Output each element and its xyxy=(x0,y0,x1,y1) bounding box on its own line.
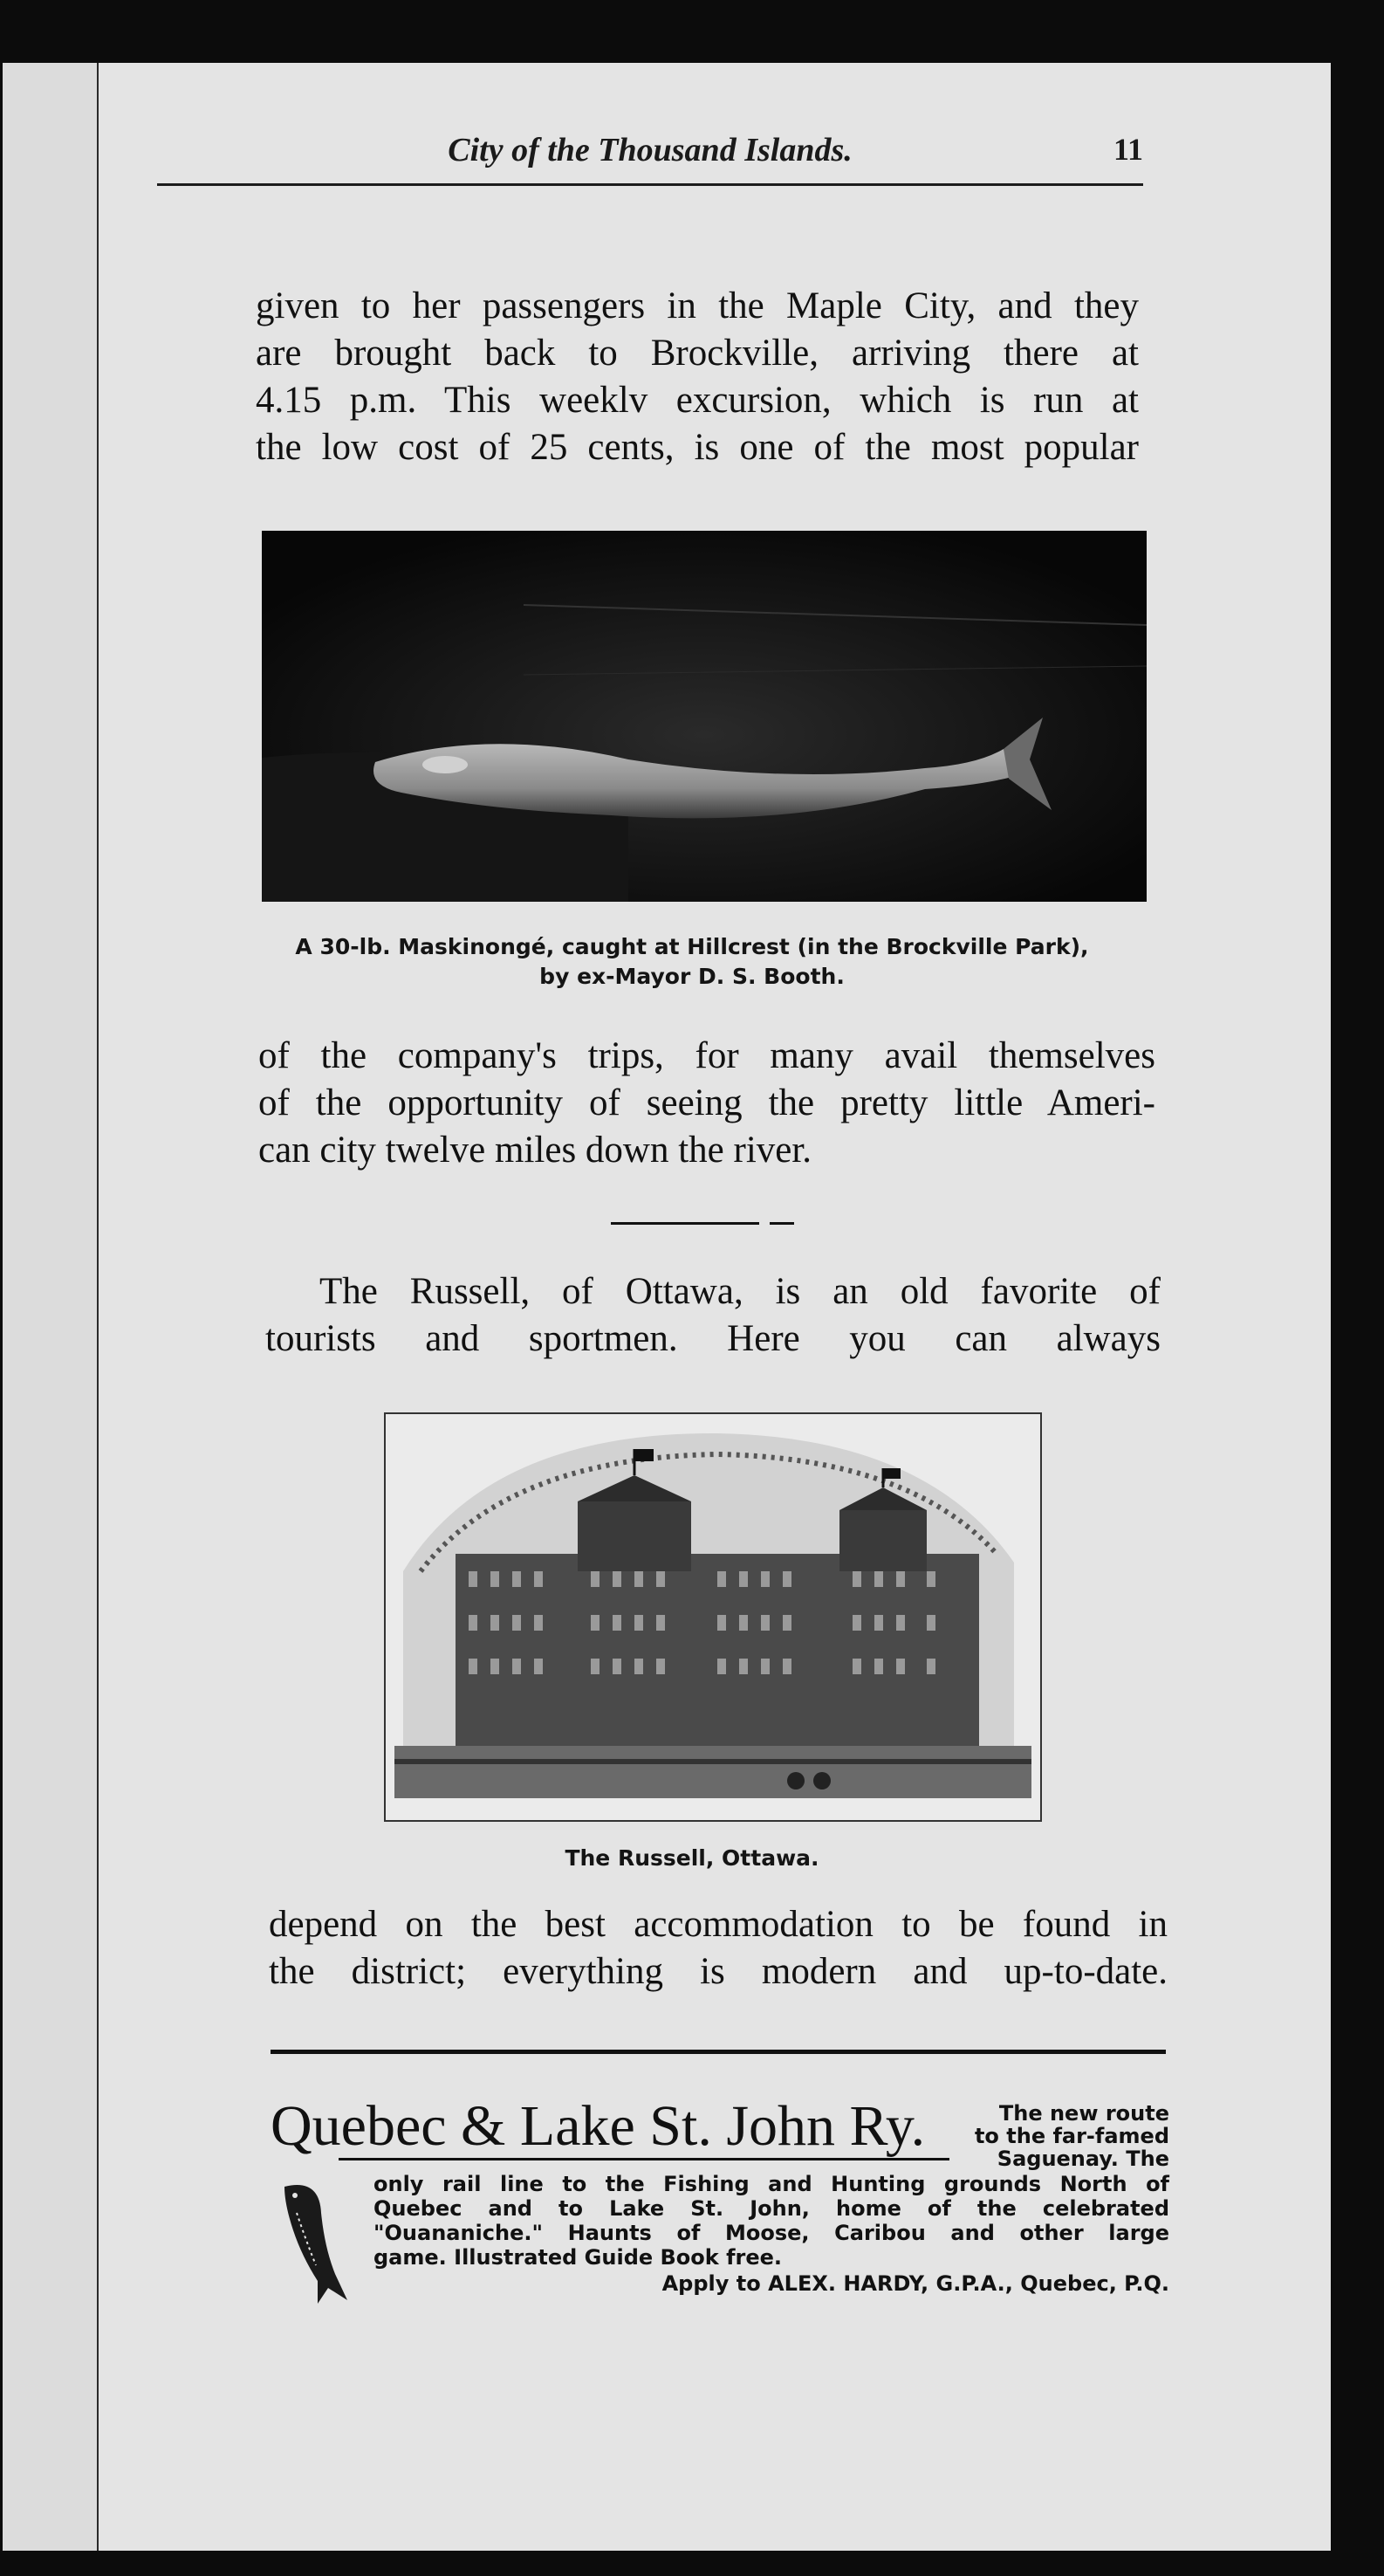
advertisement-rule xyxy=(271,2050,1166,2054)
paragraph-russell xyxy=(265,1268,1161,1363)
ad-text-line: "Ouananiche." Haunts of Moose, Caribou and other large xyxy=(373,2221,1169,2245)
route-line: to the far-famed xyxy=(974,2124,1169,2148)
text-line: given to her passengers in the Maple City, and they xyxy=(256,285,1139,326)
ad-text-line: game. Illustrated Guide Book free. xyxy=(373,2245,783,2270)
text-line: can city twelve miles down the river. xyxy=(258,1130,812,1171)
fish-photograph xyxy=(262,531,1147,902)
text-line: 4.15 p.m. This weeklv excursion, which is run at xyxy=(256,380,1139,421)
text-line: the low cost of 25 cents, is one of the most popular xyxy=(256,427,1139,468)
ad-text-line: only rail line to the Fishing and Hunting grounds North of xyxy=(373,2172,1169,2196)
ad-text-line: Quebec and to Lake St. John, home of the celebrated xyxy=(373,2196,1169,2221)
header-title: City of the Thousand Islands. xyxy=(448,132,853,168)
fish-photo-image xyxy=(262,531,1147,902)
paragraph-accommodation xyxy=(269,1901,1168,1996)
fish-icon xyxy=(267,2178,351,2309)
text-line: are brought back to Brockville, arriving there at xyxy=(256,333,1139,374)
route-line: Saguenay. The xyxy=(997,2147,1169,2171)
section-separator xyxy=(611,1222,794,1226)
text-line: the district; everything is modern and up-to-date. xyxy=(269,1951,1168,1992)
page-number: 11 xyxy=(1113,132,1143,167)
caption-line: by ex-Mayor D. S. Booth. xyxy=(539,964,845,989)
text-line: The Russell, of Ottawa, is an old favorite of xyxy=(319,1271,1161,1312)
advertisement-route-note xyxy=(955,2102,1169,2170)
advertisement-underline xyxy=(339,2158,949,2160)
route-line: The new route xyxy=(998,2101,1169,2126)
hotel-engraving xyxy=(384,1412,1042,1822)
paragraph-trips xyxy=(258,1033,1155,1174)
text-line: of the opportunity of seeing the pretty little Ameri- xyxy=(258,1082,1155,1123)
advertisement-apply: Apply to ALEX. HARDY, G.P.A., Quebec, P.Q. xyxy=(661,2271,1169,2296)
figure1-caption xyxy=(0,932,1384,992)
figure2-caption: The Russell, Ottawa. xyxy=(565,1845,819,1871)
text-line: depend on the best accommodation to be found in xyxy=(269,1904,1168,1945)
header-rule xyxy=(157,183,1143,186)
advertisement-body xyxy=(373,2172,1169,2270)
text-line: tourists and sportmen. Here you can always xyxy=(265,1318,1161,1359)
running-header xyxy=(157,131,1143,175)
caption-line: A 30-lb. Maskinongé, caught at Hillcrest (in the Brockville Park), xyxy=(295,934,1089,959)
advertisement-title: Quebec & Lake St. John Ry. xyxy=(271,2094,926,2158)
paragraph-excursion xyxy=(256,283,1139,471)
text-line: of the company's trips, for many avail themselves xyxy=(258,1035,1155,1076)
russell-hotel-image xyxy=(386,1414,1040,1820)
